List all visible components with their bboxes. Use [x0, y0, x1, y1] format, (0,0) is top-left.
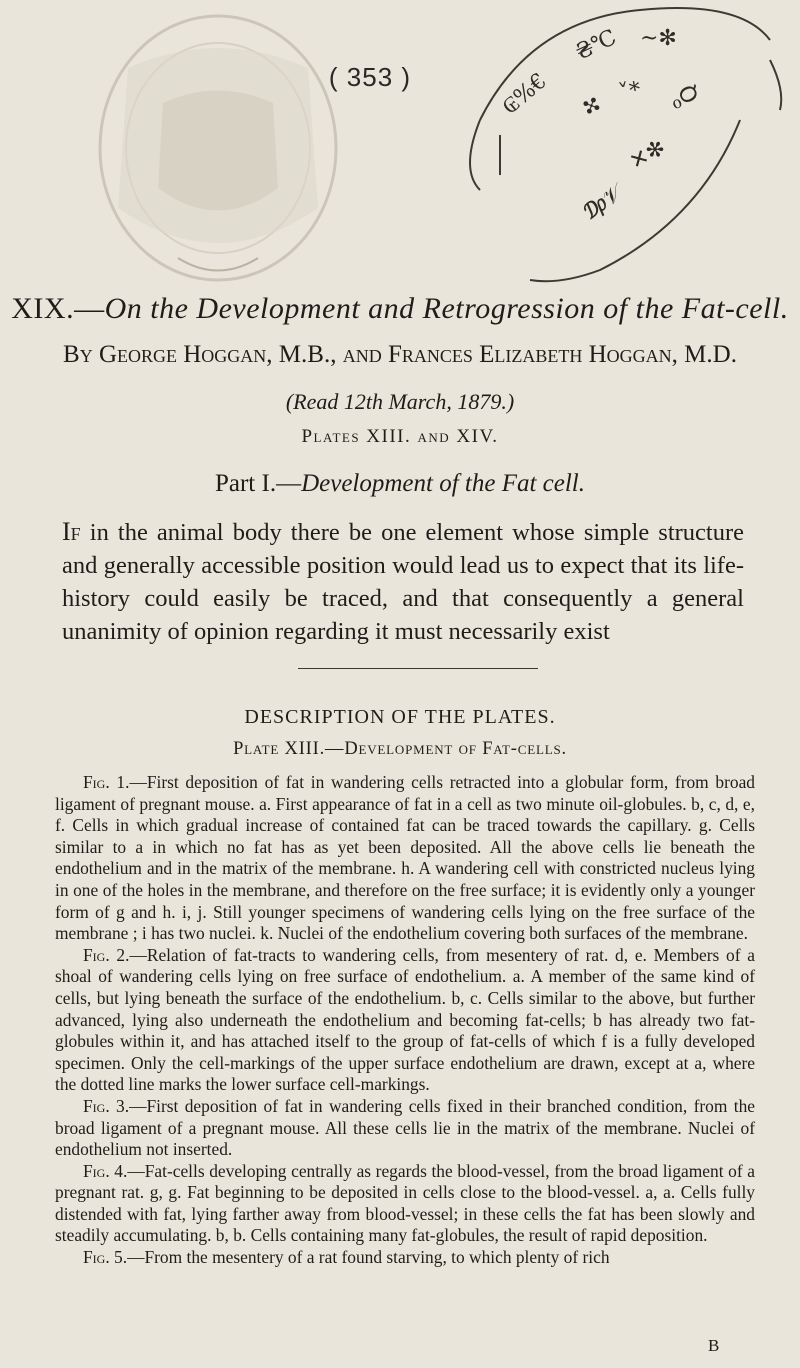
figure-item [55, 1096, 755, 1161]
part-heading [0, 470, 800, 498]
figure-text: —From the mesentery of a rat found starving, to which plenty of rich [127, 1247, 610, 1268]
page-number: ( 353 ) [328, 62, 412, 92]
svg-text:ℴ℺: ℴ℺ [665, 78, 705, 116]
signature-mark: B [708, 1336, 720, 1355]
part-title: Development of the Fat cell. [301, 470, 586, 497]
svg-text:₢%€: ₢%€ [497, 68, 552, 120]
library-stamp-left [68, 8, 428, 293]
figure-text: —Relation of fat-tracts to wandering cells, from mesentery of rat. d, e. Members of a shoal of wandering cells lying on free surface of endothelium. a. A member of the same kind of cells, but lying beneath the surface of the endothelium. b, c. Cells similar to the above, but further advanced, lying also underneath the endothelium and becoming fat-cells; b has already two fat-globules within it, and has attached itself to the group of fat-cells of which f is a fully developed specimen. Only the cell-markings of the upper surface endothelium are drawn, except at a, where the dotted line marks the lower surface cell-markings. [55, 944, 755, 1095]
figure-item [55, 945, 755, 1096]
svg-text:✕✻: ✕✻ [625, 135, 670, 176]
figure-label: Fig. 5. [83, 1247, 128, 1268]
figure-label: Fig. 2. [83, 944, 130, 965]
figure-text: —First deposition of fat in wandering cells fixed in their branched condition, from the broad ligament of a pregnant mouse. All these cells lie in the matrix of the membrane. Nuclei of endothelium not inserted. [55, 1095, 755, 1160]
section-divider [298, 668, 538, 669]
part-label: Part I.— [214, 470, 302, 497]
svg-text:✣: ✣ [577, 92, 604, 122]
article-number: XIX.— [11, 292, 105, 325]
plate-heading: Plate XIII.—Development of Fat-cells. [233, 739, 567, 759]
svg-text:₯𝒱: ₯𝒱 [579, 180, 628, 225]
svg-text:~✻: ~✻ [640, 26, 677, 51]
intro-paragraph [62, 515, 744, 648]
figure-item [55, 1161, 755, 1247]
figure-item [55, 1247, 755, 1269]
article-title [0, 292, 800, 326]
article-title-text: On the Development and Retrogression of the Fat-cell. [104, 292, 789, 325]
figure-item [55, 772, 755, 945]
plates-reference: Plates XIII. and XIV. [301, 426, 499, 447]
description-heading: DESCRIPTION OF THE PLATES. [244, 706, 556, 728]
read-date: (Read 12th March, 1879.) [285, 389, 515, 414]
library-stamp-right [440, 0, 800, 300]
figure-label: Fig. 4. [83, 1160, 128, 1181]
svg-text:˅*: ˅* [616, 77, 643, 106]
figure-text: —Fat-cells developing centrally as regards the blood-vessel, from the broad ligament of a pregnant rat. g, g. Fat beginning to be deposited in cells close to the blood-vessel. a, a. Cells fully distended with fat, lying farther away from blood-vessel; in these cells the fat has been slowly and steadily accumulating. b, b. Cells containing many fat-globules, the result of rapid deposition. [55, 1160, 755, 1246]
figure-descriptions [55, 772, 755, 1269]
svg-text:₴℃: ₴℃ [571, 25, 621, 66]
intro-lead-word: If [62, 517, 81, 546]
figure-label: Fig. 1. [83, 772, 130, 792]
authors-line: By George Hoggan, M.B., and Frances Elizabeth Hoggan, M.D. [63, 341, 737, 368]
intro-text: in the animal body there be one element whose simple structure and generally accessible position would lead us to expect that its life-history could easily be traced, and that consequently a general unanimity of opinion regarding it must necessarily exist [62, 519, 744, 645]
figure-text: —First deposition of fat in wandering cells retracted into a globular form, from broad ligament of pregnant mouse. a. First appearance of fat in a cell as two minute oil-globules. b, c, d, e, f. Cells in which gradual increase of contained fat can be traced towards the capillary. g. Cells similar to a in which no fat has as yet been deposited. All the above cells lie beneath the endothelium and in the matrix of the membrane. h. A wandering cell with constricted nucleus lying in one of the holes in the membrane, and therefore on the free surface; it is evidently only a younger form of g and h. i, j. Still younger specimens of wandering cells lying on the free surface of the membrane ; i has two nuclei. k. Nuclei of the endothelium covering both surfaces of the membrane. [55, 772, 756, 944]
figure-label: Fig. 3. [83, 1095, 130, 1116]
